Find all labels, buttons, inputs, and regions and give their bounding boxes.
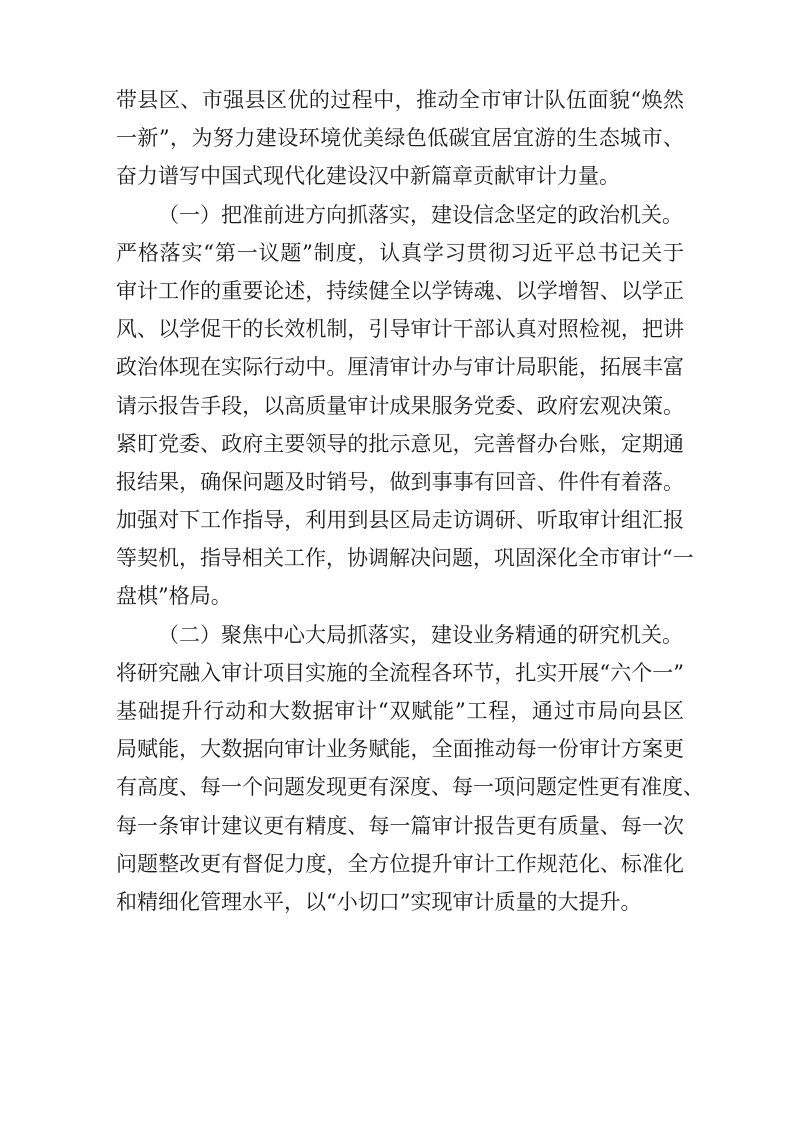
section-heading-1: （一）把准前进方向抓落实，建设信念坚定的政治机关。 [158,202,683,227]
text-line: 加强对下工作指导，利用到县区局走访调研、听取审计组汇报 [116,508,684,533]
text-line: 紧盯党委、政府主要领导的批示意见，完善督办台账，定期通 [116,431,684,456]
text-line: 盘棋”格局。 [116,584,232,609]
text-line: 每一条审计建议更有精度、每一篇审计报告更有质量、每一次 [116,813,684,838]
text-line: 政治体现在实际行动中。厘清审计办与审计局职能，拓展丰富 [116,355,684,380]
text-line: 一新”，为努力建设环境优美绿色低碳宜居宜游的生态城市、 [116,126,684,151]
text-line: 基础提升行动和大数据审计“双赋能”工程，通过市局向县区 [116,699,684,723]
text-line: 报结果，确保问题及时销号，做到事事有回音、件件有着落。 [116,469,684,494]
text-line: 问题整改更有督促力度，全方位提升审计工作规范化、标准化 [116,851,684,876]
text-line: 等契机，指导相关工作，协调解决问题，巩固深化全市审计“一 [116,546,694,571]
text-line: 有高度、每一个问题发现更有深度、每一项问题定性更有准度、 [116,775,704,800]
text-line: 带县区、市强县区优的过程中，推动全市审计队伍面貌“焕然 [116,88,684,112]
text-line: 严格落实“第一议题”制度，认真学习贯彻习近平总书记关于 [116,240,684,265]
text-line: 将研究融入审计项目实施的全流程各环节，扎实开展“六个一” [116,660,684,685]
text-line: 局赋能，大数据向审计业务赋能，全面推动每一份审计方案更 [116,737,684,762]
section-heading-2: （二）聚焦中心大局抓落实，建设业务精通的研究机关。 [158,622,683,647]
text-line: 请示报告手段，以高质量审计成果服务党委、政府宏观决策。 [116,393,684,418]
text-line: 和精细化管理水平，以“小切口”实现审计质量的大提升。 [116,889,642,914]
text-line: 风、以学促干的长效机制，引导审计干部认真对照检视，把讲 [116,317,684,342]
text-line: 奋力谱写中国式现代化建设汉中新篇章贡献审计力量。 [116,164,620,189]
document-body [116,81,704,921]
text-line: 审计工作的重要论述，持续健全以学铸魂、以学增智、以学正 [116,278,684,303]
